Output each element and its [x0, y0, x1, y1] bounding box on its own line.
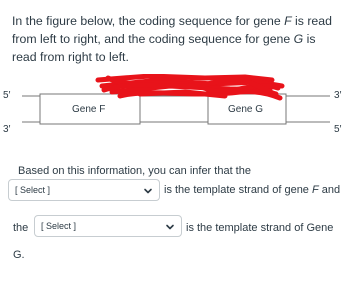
line3-text: G.	[13, 249, 25, 261]
question-text: In the figure below, the coding sequence for gene F is read from left to right, and the coding sequence for gene G is read from right to left.	[12, 14, 332, 64]
chevron-down-icon	[143, 186, 153, 196]
gene-f-label: Gene F	[72, 104, 106, 115]
template-strand-gene-f-select[interactable]	[8, 179, 160, 201]
select-value: [ Select ]	[41, 221, 77, 231]
chevron-down-icon	[165, 222, 175, 232]
select-value: [ Select ]	[15, 185, 51, 195]
dropdown1-trailing-text: is the template strand of gene F and	[164, 184, 341, 196]
template-strand-gene-g-select[interactable]	[34, 215, 182, 237]
inference-prompt: Based on this information, you can infer that the	[18, 165, 251, 177]
top-right-end-label: 3′	[334, 90, 342, 101]
bottom-right-end-label: 5′	[334, 124, 342, 135]
gene-g-italic: G	[293, 32, 304, 46]
dropdown2-trailing-text: is the template strand of Gene	[186, 222, 334, 234]
gene-f-italic: F	[284, 14, 292, 28]
bottom-left-end-label: 3′	[3, 124, 11, 135]
gene-g-label: Gene G	[228, 104, 264, 115]
dna-figure	[0, 74, 350, 150]
line2-prefix: the	[13, 222, 29, 234]
top-left-end-label: 5′	[3, 90, 11, 101]
